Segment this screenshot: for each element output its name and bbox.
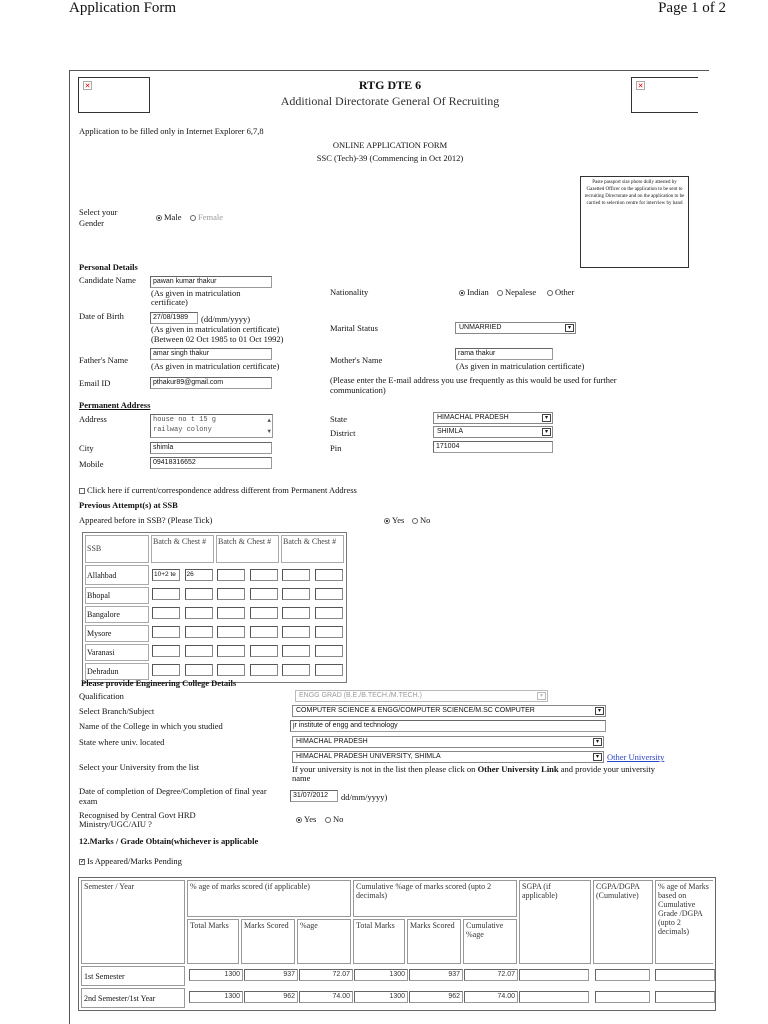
pin-input[interactable]: 171004 (433, 441, 553, 453)
chest-input[interactable] (185, 664, 213, 676)
dropdown-arrow-icon: ▾ (595, 707, 604, 715)
dropdown-arrow-icon: ▾ (542, 428, 551, 436)
candidate-note-2: certificate) (151, 297, 188, 307)
pct-cum-col-header: % age of Marks based on Cumulative Grade /DGPA (upto 2 decimals) (655, 880, 713, 964)
completion-label-1: Date of completion of Degree/Completion of final year (79, 786, 267, 796)
nationality-other-radio[interactable]: Other (547, 287, 574, 297)
district-select[interactable]: SHIMLA ▾ (433, 426, 553, 438)
univ-note: If your university is not in the list then please click on Other University Link and provide your university (292, 764, 655, 774)
page-number: Page 1 of 2 (658, 0, 726, 16)
gender-female-radio[interactable]: Female (190, 212, 223, 222)
dropdown-arrow-icon: ▾ (565, 324, 574, 332)
dob-input[interactable]: 27/08/1989 (150, 312, 198, 324)
dob-note-2: (Between 02 Oct 1985 to 01 Oct 1992) (151, 334, 284, 344)
ssb-heading: Previous Attempt(s) at SSB (79, 500, 178, 510)
cum-scored-input[interactable]: 962 (409, 991, 463, 1003)
email-input[interactable]: pthakur89@gmail.com (150, 377, 272, 389)
chest-input[interactable] (185, 645, 213, 657)
personal-details-heading: Personal Details (79, 262, 138, 272)
district-label: District (330, 428, 356, 438)
completion-date-input[interactable]: 31/07/2012 (290, 790, 338, 802)
chest-input[interactable] (250, 645, 278, 657)
chest-input[interactable] (315, 569, 343, 581)
gender-male-radio[interactable]: Male (156, 212, 181, 222)
ssb-name: Varanasi (85, 644, 149, 661)
email-note-1: (Please enter the E-mail address you use frequently as this would be used for further (330, 375, 617, 385)
candidate-note-1: (As given in matriculation (151, 288, 241, 298)
pct-cum-input[interactable] (655, 969, 715, 981)
cum-pct-input[interactable]: 74.00 (464, 991, 518, 1003)
college-heading: Please provide Engineering College Details (81, 678, 237, 688)
cgpa-input[interactable] (595, 991, 650, 1003)
cum-col-header: Cumulative %age of marks scored (upto 2 decimals) (353, 880, 517, 917)
dropdown-arrow-icon: ▾ (542, 414, 551, 422)
dropdown-arrow-icon: ▾ (593, 753, 602, 761)
table-row (85, 587, 344, 604)
mother-note: (As given in matriculation certificate) (456, 361, 585, 371)
pin-label: Pin (330, 443, 342, 453)
cum-total-header: Total Marks (353, 919, 405, 964)
batch-input[interactable] (282, 569, 310, 581)
ssb-name: Mysore (85, 625, 149, 642)
ssb-yes-radio[interactable]: Yes (384, 515, 404, 525)
batch-input[interactable] (217, 588, 245, 600)
college-name-label: Name of the College in which you studied (79, 721, 223, 731)
batch-col-header: Batch & Chest # (281, 535, 344, 563)
email-label: Email ID (79, 378, 111, 388)
father-note: (As given in matriculation certificate) (151, 361, 280, 371)
univ-state-label: State where univ. located (79, 737, 165, 747)
dob-format: (dd/mm/yyyy) (201, 314, 251, 324)
table-row (81, 966, 713, 986)
cum-pct-header: Cumulative %age (463, 919, 517, 964)
mobile-input[interactable]: 09418316652 (150, 457, 272, 469)
chest-input[interactable] (250, 607, 278, 619)
ssb-table (82, 532, 347, 683)
radio-icon (412, 518, 418, 524)
branch-select[interactable]: COMPUTER SCIENCE & ENGG/COMPUTER SCIENCE/M.SC COMPUTER ▾ (292, 705, 606, 717)
dropdown-arrow-icon: ▾ (537, 692, 546, 700)
univ-state-select[interactable]: HIMACHAL PRADESH ▾ (292, 736, 604, 748)
total-marks-input[interactable]: 1300 (189, 991, 243, 1003)
qualification-label: Qualification (79, 691, 124, 701)
completion-format: dd/mm/yyyy) (341, 792, 388, 802)
batch-input[interactable] (217, 664, 245, 676)
table-row (81, 988, 713, 1008)
chest-input[interactable] (185, 626, 213, 638)
radio-icon (190, 215, 196, 221)
cum-total-input[interactable]: 1300 (354, 991, 408, 1003)
batch-col-header: Batch & Chest # (216, 535, 279, 563)
checkbox-icon (79, 488, 85, 494)
photo-box: Paste passport size photo dully attested by Gazetted Officer on the application to be sent to recruiting Directorate and on the application to be carried to selection centre for interview by hand (580, 176, 689, 268)
recognised-label-1: Recognised by Central Govt HRD (79, 810, 196, 820)
chest-input[interactable] (315, 588, 343, 600)
marks-scored-header: Marks Scored (241, 919, 295, 964)
cum-total-input[interactable]: 1300 (354, 969, 408, 981)
nationality-nepalese-radio[interactable]: Nepalese (497, 287, 536, 297)
semester-name: 1st Semester (81, 966, 185, 986)
marks-pending-checkbox[interactable]: ✓ Is Appeared/Marks Pending (80, 856, 182, 866)
pct-input[interactable]: 72.07 (299, 969, 353, 981)
cgpa-input[interactable] (595, 969, 650, 981)
batch-input[interactable] (152, 664, 180, 676)
sgpa-input[interactable] (519, 991, 589, 1003)
batch-input[interactable] (152, 645, 180, 657)
ssb-name: Bhopal (85, 587, 149, 604)
diff-address-checkbox[interactable]: Click here if current/correspondence address different from Permanent Address (79, 485, 357, 495)
batch-input[interactable] (282, 645, 310, 657)
dropdown-arrow-icon: ▾ (593, 738, 602, 746)
marks-scored-input[interactable]: 937 (244, 969, 298, 981)
broken-image-icon: ✕ (84, 82, 91, 90)
cgpa-col-header: CGPA/DGPA (Cumulative) (593, 880, 653, 964)
email-note-2: communication) (330, 385, 386, 395)
total-marks-header: Total Marks (187, 919, 239, 964)
table-row (85, 565, 344, 585)
ssb-header-row (85, 535, 344, 563)
cum-pct-input[interactable]: 72.07 (464, 969, 518, 981)
ssb-col-header: SSB (85, 535, 149, 563)
pct-header: %age (297, 919, 351, 964)
form-title: ONLINE APPLICATION FORM (332, 140, 448, 150)
chest-input[interactable] (315, 607, 343, 619)
radio-icon (325, 817, 331, 823)
ssb-name: Allahbad (85, 565, 149, 585)
radio-icon (296, 817, 302, 823)
radio-icon (156, 215, 162, 221)
table-row (85, 644, 344, 661)
university-label: Select your University from the list (79, 762, 200, 772)
ssb-question: Appeared before in SSB? (Please Tick) (79, 515, 213, 525)
marital-status-select[interactable]: UNMARRIED ▾ (455, 322, 576, 334)
marks-heading: 12.Marks / Grade Obtain(whichever is applicable (79, 836, 259, 846)
org-code: RTG DTE 6 (358, 78, 422, 92)
batch-input[interactable] (217, 569, 245, 581)
gender-label-1: Select your (79, 207, 118, 217)
form-subtitle: SSC (Tech)-39 (Commencing in Oct 2012) (316, 153, 464, 163)
semester-name: 2nd Semester/1st Year (81, 988, 185, 1008)
ssb-name: Bangalore (85, 606, 149, 623)
chest-input[interactable] (315, 626, 343, 638)
address-textarea[interactable]: house no t 15 g railway colony ▲ ▼ (150, 414, 273, 438)
univ-note-end: name (292, 773, 311, 783)
scroll-up-icon[interactable]: ▲ (267, 417, 271, 424)
marital-label: Marital Status (330, 323, 378, 333)
nationality-label: Nationality (330, 287, 369, 297)
university-select[interactable]: HIMACHAL PRADESH UNIVERSITY, SHIMLA ▾ (292, 751, 604, 763)
branch-label: Select Branch/Subject (79, 706, 155, 716)
chest-input[interactable] (250, 569, 278, 581)
college-name-input[interactable]: jr institute of engg and technology (290, 720, 606, 732)
city-label: City (79, 443, 94, 453)
chest-input[interactable] (315, 664, 343, 676)
father-name-input[interactable]: amar singh thakur (150, 348, 272, 360)
nationality-indian-radio[interactable]: Indian (459, 287, 489, 297)
mother-name-input[interactable]: rama thakur (455, 348, 553, 360)
marks-header-row (81, 880, 713, 917)
pct-input[interactable]: 74.00 (299, 991, 353, 1003)
batch-input[interactable] (217, 645, 245, 657)
recognised-label-2: Ministry/UGC/AIU ? (79, 819, 152, 829)
sgpa-col-header: SGPA (if applicable) (519, 880, 591, 964)
father-label: Father's Name (79, 355, 128, 365)
city-input[interactable]: shimla (150, 442, 272, 454)
batch-input[interactable] (282, 588, 310, 600)
dob-label: Date of Birth (79, 311, 124, 321)
table-row (85, 606, 344, 623)
recognised-no-radio[interactable]: No (325, 814, 343, 824)
recognised-yes-radio[interactable]: Yes (296, 814, 316, 824)
table-row (85, 625, 344, 642)
batch-input[interactable] (217, 607, 245, 619)
total-marks-input[interactable]: 1300 (189, 969, 243, 981)
radio-icon (459, 290, 465, 296)
batch-input[interactable] (217, 626, 245, 638)
mother-label: Mother's Name (330, 355, 383, 365)
chest-input[interactable] (250, 588, 278, 600)
marks-table (78, 877, 716, 1011)
org-name: Additional Directorate General Of Recruiting (280, 94, 500, 108)
pct-col-header: % age of marks scored (if applicable) (187, 880, 351, 917)
browser-notice: Application to be filled only in Internet Explorer 6,7,8 (79, 126, 264, 136)
checkbox-icon: ✓ (80, 859, 86, 866)
ssb-no-radio[interactable]: No (412, 515, 430, 525)
chest-input[interactable] (250, 664, 278, 676)
batch-input[interactable] (282, 664, 310, 676)
mobile-label: Mobile (79, 459, 104, 469)
dob-note-1: (As given in matriculation certificate) (151, 324, 280, 334)
chest-input[interactable] (185, 607, 213, 619)
radio-icon (547, 290, 553, 296)
cum-scored-header: Marks Scored (407, 919, 461, 964)
candidate-label: Candidate Name (79, 275, 136, 285)
scroll-down-icon[interactable]: ▼ (267, 428, 271, 435)
chest-input[interactable] (250, 626, 278, 638)
sgpa-input[interactable] (519, 969, 589, 981)
marks-scored-input[interactable]: 962 (244, 991, 298, 1003)
qualification-select[interactable]: ENGG GRAD (B.E./B.TECH./M.TECH.) ▾ (295, 690, 548, 702)
chest-input[interactable]: 26 (185, 569, 213, 581)
batch-input[interactable] (152, 607, 180, 619)
chest-input[interactable] (185, 588, 213, 600)
batch-input[interactable] (282, 607, 310, 619)
permanent-address-heading: Permanent Address (79, 400, 151, 410)
state-select[interactable]: HIMACHAL PRADESH ▾ (433, 412, 553, 424)
batch-input[interactable]: 10+2 te (152, 569, 180, 581)
gender-label-2: Gender (79, 218, 105, 228)
ssb-name: Dehradun (85, 663, 149, 680)
state-label: State (330, 414, 347, 424)
completion-label-2: exam (79, 796, 98, 806)
address-label: Address (79, 414, 107, 424)
candidate-name-input[interactable]: pawan kumar thakur (150, 276, 272, 288)
page-title: Application Form (69, 0, 177, 16)
batch-col-header: Batch & Chest # (151, 535, 214, 563)
broken-image-icon: ✕ (637, 82, 644, 90)
other-university-link[interactable]: Other University (607, 752, 665, 762)
pct-cum-input[interactable] (655, 991, 715, 1003)
semester-col-header: Semester / Year (81, 880, 185, 964)
batch-input[interactable] (152, 626, 180, 638)
radio-icon (384, 518, 390, 524)
radio-icon (497, 290, 503, 296)
batch-input[interactable] (282, 626, 310, 638)
batch-input[interactable] (152, 588, 180, 600)
cum-scored-input[interactable]: 937 (409, 969, 463, 981)
chest-input[interactable] (315, 645, 343, 657)
